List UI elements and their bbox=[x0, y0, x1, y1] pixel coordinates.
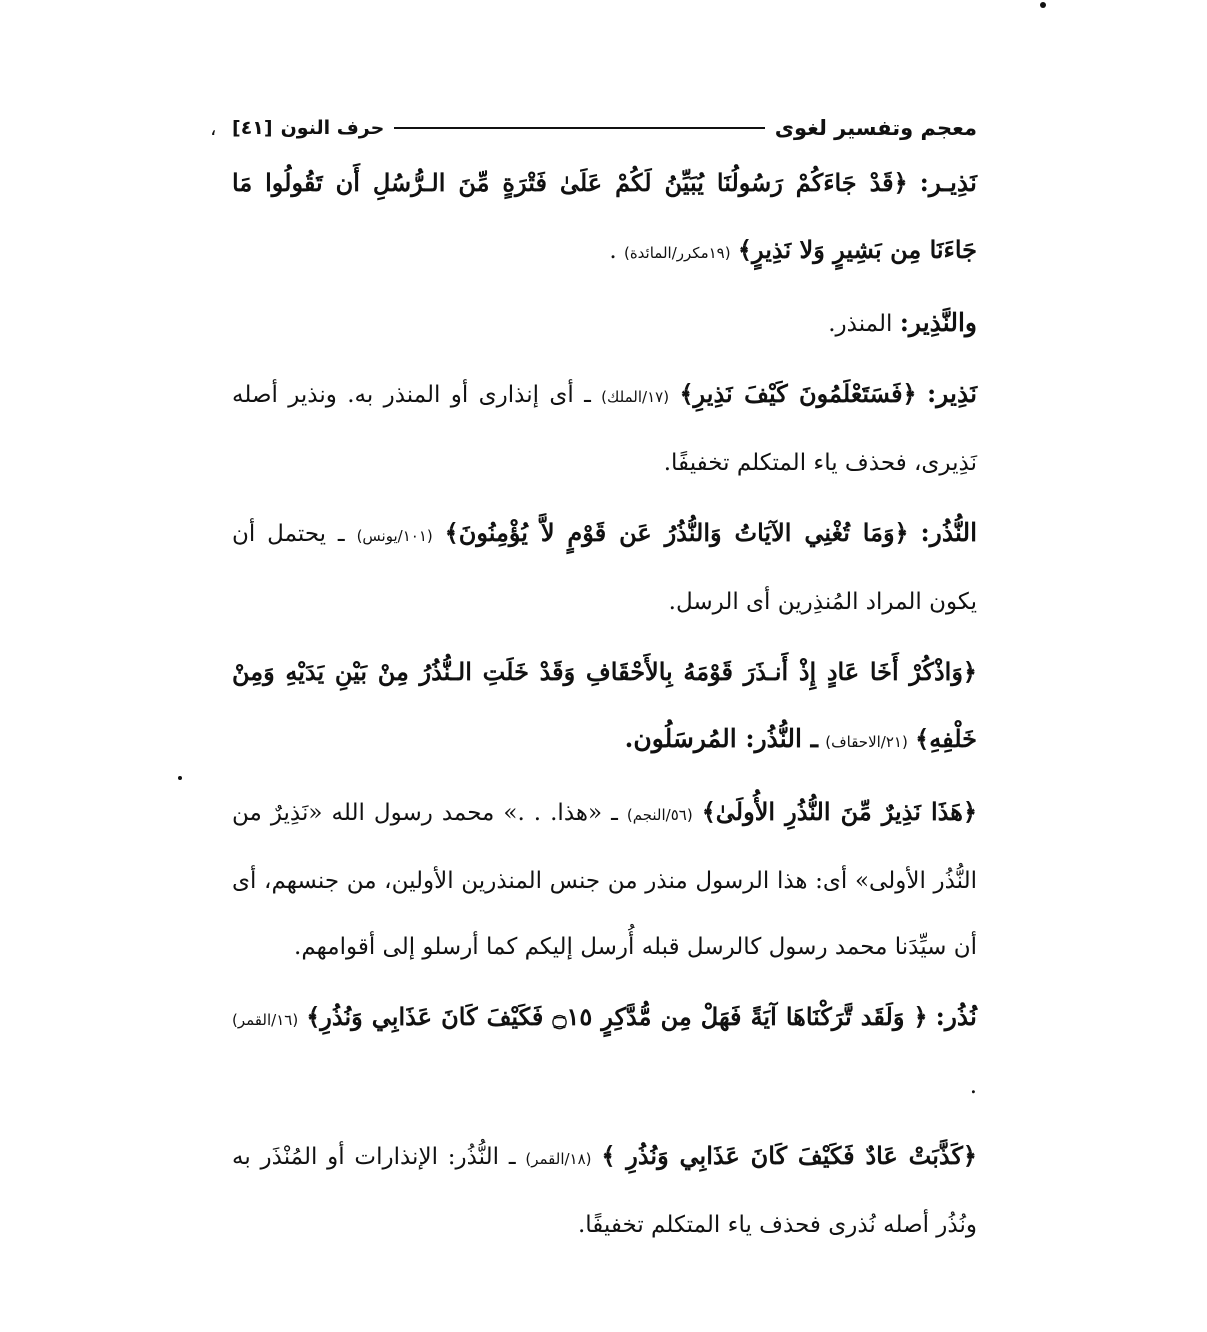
book-title: معجم وتفسير لغوى bbox=[774, 116, 977, 140]
entry-headword: نُذُر: bbox=[935, 1002, 977, 1031]
quran-verse: ﴿ وَلَقَد تَّرَكْنَاهَا آيَةً فَهَلْ مِن مُّدَّكِرٍ ۝١٥ فَكَيْفَ كَانَ عَذَابِي وَنُذُرِ﴾ bbox=[306, 1002, 928, 1031]
entry-definition: المنذر. bbox=[828, 311, 893, 337]
verse-reference: (١٦/القمر) bbox=[232, 1011, 299, 1029]
dictionary-content bbox=[232, 150, 977, 1258]
entry-headword: نَذِير: bbox=[926, 379, 978, 408]
header-mark: ، bbox=[210, 116, 217, 140]
entry-najm bbox=[232, 779, 977, 980]
quran-verse: ﴿وَاذْكُرْ أَخَا عَادٍ إِذْ أَنـذَرَ قَوْمَهُ بِالأَحْقَافِ وَقَدْ خَلَتِ الـنُّذُرُ مِنْ بَيْنِ يَدَيْهِ وَمِنْ خَلْفِهِ﴾ bbox=[232, 657, 977, 753]
entry-al-nudhur bbox=[232, 500, 977, 635]
page-header bbox=[210, 112, 977, 144]
entry-definition: ـ أى إنذارى أو المنذر به. ونذير أصله نَذِيرى، فحذف ياء المتكلم تخفيفًا. bbox=[232, 382, 977, 476]
entry-definition: ـ النُّذُر: المُرسَلُون. bbox=[624, 724, 818, 753]
quran-verse: ﴿فَسَتَعْلَمُونَ كَيْفَ نَذِيرِ﴾ bbox=[679, 379, 917, 408]
verse-reference: (٥٦/النجم) bbox=[626, 806, 693, 824]
quran-verse: ﴿كَذَّبَتْ عَادٌ فَكَيْفَ كَانَ عَذَابِي وَنُذُرِ ﴾ bbox=[601, 1141, 977, 1170]
entry-definition: . bbox=[609, 238, 617, 264]
entry-headword: نَذِيـر: bbox=[919, 168, 977, 197]
entry-nadhir-1 bbox=[232, 150, 977, 286]
verse-reference: (١٨/القمر) bbox=[525, 1150, 592, 1168]
verse-reference: (١٧/الملك) bbox=[601, 388, 670, 406]
verse-reference: (١٩مكرر/المائدة) bbox=[623, 244, 731, 262]
entry-definition: ـ «هذا. . .» محمد رسول الله «نَذِيرٌ من النُّذُر الأولى» أى: هذا الرسول منذر من جنس المنذرين الأولين، من جنسهم، أى أن سيِّدَنا محمد رسول كالرسل قبله أُرسل إليكم كما أرسلو إلى أقوامهم. bbox=[232, 800, 977, 960]
section-title: حرف النون bbox=[280, 117, 385, 139]
entry-nudhur-qamar-16 bbox=[232, 984, 977, 1119]
quran-verse: ﴿قَدْ جَاءَكُمْ رَسُولُنَا يُبَيِّنُ لَكُمْ عَلَىٰ فَتْرَةٍ مِّنَ الـرُّسُلِ أَن تَقُولُوا مَا جَاءَنَا مِن بَشِيرٍ وَلا نَذِيرٍ﴾ bbox=[232, 168, 977, 264]
entry-definition: ـ النُّذُر: الإنذارات أو المُنْذَر به ونُذُر أصله نُذرى فحذف ياء المتكلم تخفيفًا. bbox=[232, 1144, 977, 1238]
entry-definition: ـ يحتمل أن يكون المراد المُنذِرين أى الرسل. bbox=[232, 521, 977, 615]
verse-reference: (١٠١/يونس) bbox=[356, 527, 433, 545]
entry-al-nadhir bbox=[232, 290, 977, 357]
header-rule bbox=[394, 127, 764, 129]
entry-ahqaf bbox=[232, 639, 977, 775]
quran-verse: ﴿وَمَا تُغْنِي الآيَاتُ وَالنُّذُرُ عَن قَوْمٍ لاَّ يُؤْمِنُونَ﴾ bbox=[444, 518, 909, 547]
scan-speck-top bbox=[1040, 2, 1046, 8]
page-number: [٤١] bbox=[232, 117, 273, 139]
quran-verse: ﴿هَذَا نَذِيرٌ مِّنَ النُّذُرِ الأُولَىٰ﴾ bbox=[701, 797, 978, 826]
scan-speck-margin bbox=[178, 776, 182, 780]
entry-definition: . bbox=[969, 1073, 977, 1099]
entry-nadhir-2 bbox=[232, 361, 977, 496]
verse-reference: (٢١/الاحقاف) bbox=[825, 733, 908, 751]
entry-headword: النُّذُر: bbox=[920, 518, 978, 547]
entry-headword: والنَّذِير: bbox=[899, 308, 977, 337]
entry-nudhur-qamar-18 bbox=[232, 1123, 977, 1258]
